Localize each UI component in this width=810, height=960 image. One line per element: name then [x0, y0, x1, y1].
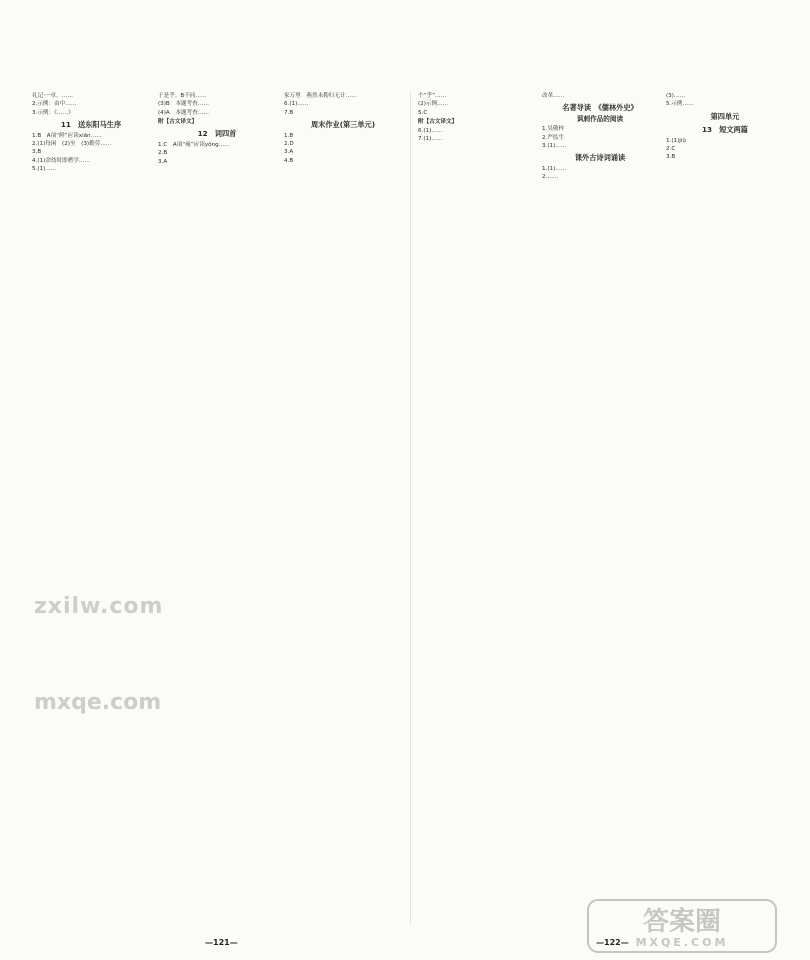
- text-line: 个“乎”……: [418, 93, 447, 99]
- section-title: 课外古诗词诵读: [574, 153, 626, 163]
- text-line: 5.示例……: [666, 101, 694, 108]
- text-line: 3.示例：《……》: [32, 109, 74, 116]
- section-title: 11 送东阳马生序: [60, 119, 122, 129]
- section-subtitle: 讽刺作品的阅读: [576, 115, 624, 124]
- translation-label: 附【古文译文】: [418, 118, 458, 125]
- list-item: 1.(1)……: [542, 166, 567, 173]
- section-title: 名著导读 《儒林外史》: [562, 103, 638, 113]
- list-item: 1.吴敬梓: [542, 126, 565, 133]
- list-item: 2.B: [158, 150, 168, 157]
- list-item: 2.C: [666, 145, 676, 152]
- text-line: 6.(1)……: [284, 101, 309, 108]
- list-item: 2.(1)每闲 (2)至 (3)勤劳……: [32, 141, 112, 148]
- left-col-2: [158, 92, 276, 924]
- text-line: 改革……: [542, 93, 565, 99]
- list-item: 1.B: [284, 132, 294, 139]
- watermark-text: zxilw.com: [34, 594, 164, 619]
- page-number-left: —121—: [205, 938, 238, 947]
- text-line: (4)A 本题考查……: [158, 109, 209, 116]
- section-title: 12 词四首: [197, 129, 237, 139]
- right-col-2: [542, 92, 658, 924]
- list-item: 4.B: [284, 157, 294, 164]
- list-item: 4.(1)余幼时即嗜学……: [32, 157, 91, 164]
- list-item: 1.(1)jiǔ: [666, 137, 686, 144]
- list-item: 6.(1)……: [418, 128, 443, 135]
- list-item: 2.D: [284, 141, 294, 148]
- translation-label: 附【古文译文】: [158, 118, 198, 125]
- watermark-text: mxqe.com: [34, 690, 162, 715]
- right-col-1: [418, 92, 534, 924]
- page-number-right: —122—: [596, 938, 629, 947]
- list-item: 7.(1)……: [418, 136, 443, 143]
- list-item: 2.……: [542, 174, 559, 181]
- list-item: 3.A: [284, 149, 294, 156]
- left-page: [32, 92, 402, 924]
- list-item: 2.严监生: [542, 134, 565, 141]
- list-item: 3.A: [158, 158, 168, 165]
- text-line: 5.C: [418, 109, 428, 116]
- list-item: 1.B A项“鲜”应读xiān……: [32, 132, 102, 139]
- section-title: 13 短文两篇: [702, 124, 748, 134]
- list-item: 3.(1)……: [542, 142, 567, 149]
- text-line: 家万里 燕然未勒归无计……: [284, 93, 357, 99]
- list-item: 3.B: [666, 154, 676, 161]
- list-item: 3.B: [32, 149, 42, 156]
- list-item: 5.(1)……: [32, 166, 57, 173]
- left-col-3: [284, 92, 402, 924]
- logo-text: 答案圈: [642, 907, 722, 937]
- list-item: 1.C A项“雍”应读yōng……: [158, 142, 230, 149]
- answer-logo-icon: [582, 896, 782, 956]
- right-col-3: [666, 92, 784, 924]
- right-page: [418, 92, 784, 924]
- left-col-1: [32, 92, 150, 924]
- text-line: (3)……: [666, 93, 686, 99]
- text-line: (2)示例……: [418, 101, 449, 108]
- page-gutter: [410, 92, 411, 924]
- text-line: (3)B 本题考查……: [158, 101, 209, 108]
- text-line: 礼记·一章。……: [32, 93, 73, 99]
- unit-title: 第四单元: [710, 111, 740, 121]
- text-line: 于是乎。B不同……: [158, 93, 207, 99]
- logo-subtext: MXQE.COM: [635, 936, 729, 949]
- text-line: 7.B: [284, 109, 294, 116]
- text-line: 2.示例：由中……: [32, 101, 77, 108]
- section-title: 周末作业(第三单元): [310, 119, 376, 129]
